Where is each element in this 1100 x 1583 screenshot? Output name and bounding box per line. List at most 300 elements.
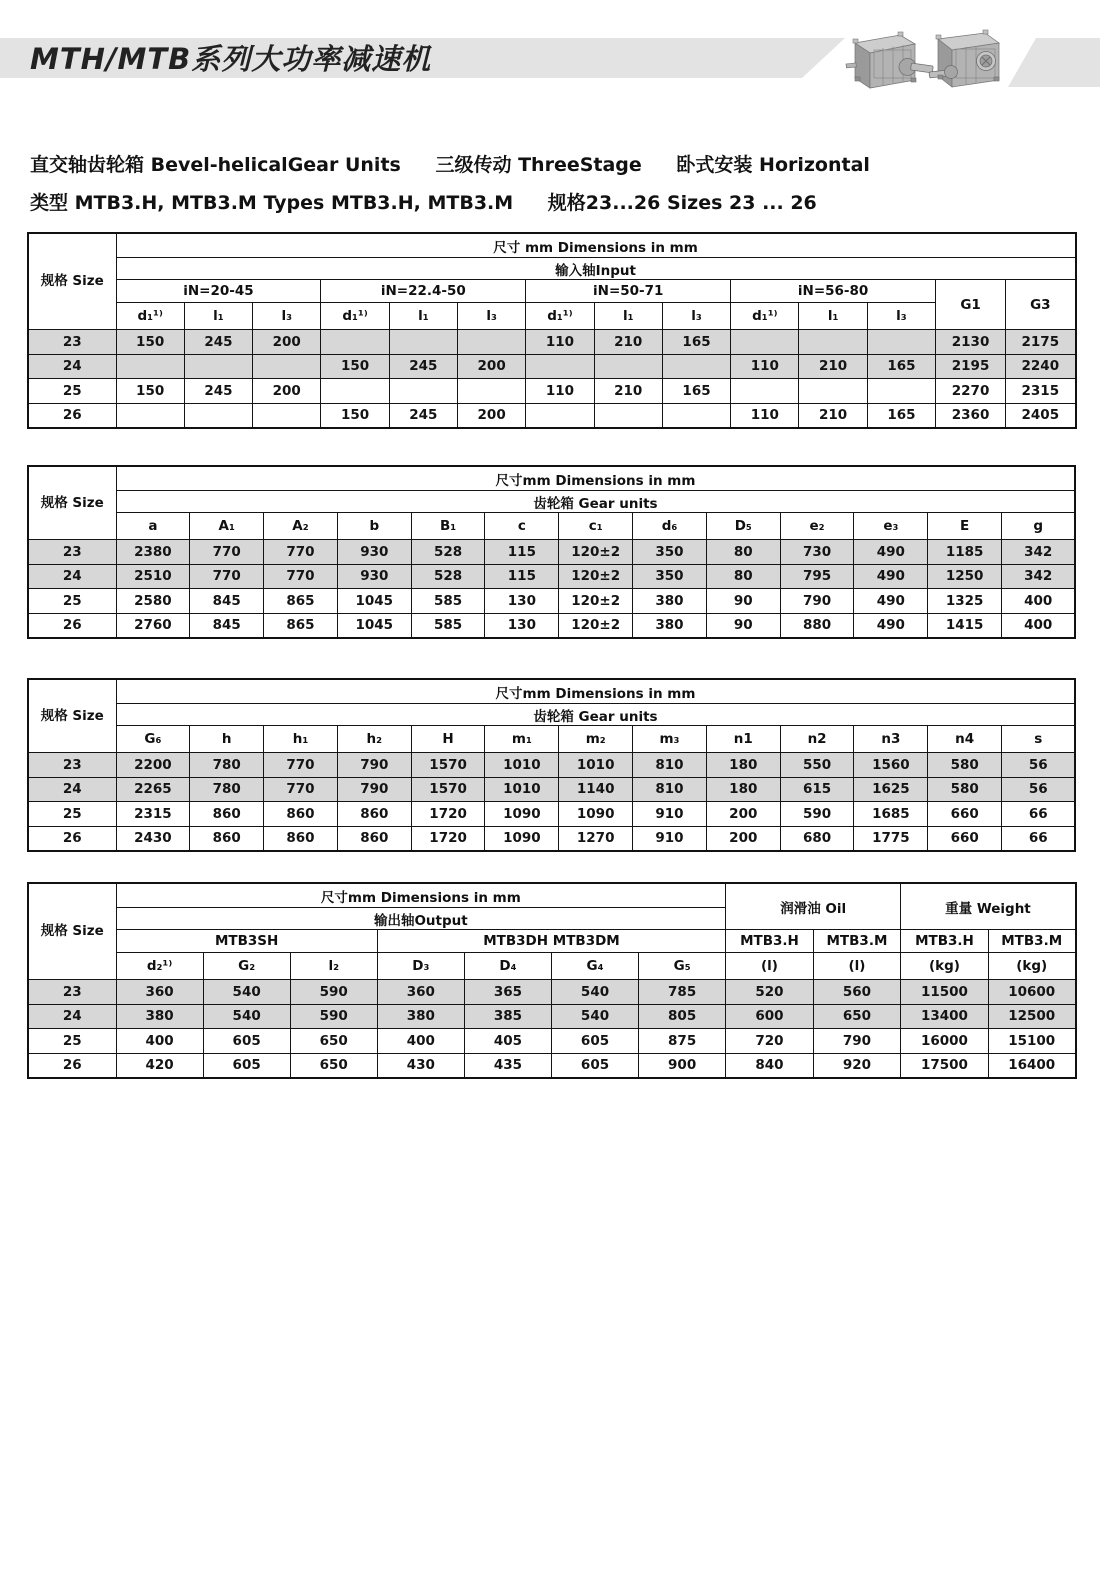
value-cell: 770 [264,777,338,802]
value-cell [389,330,457,355]
col-header: l₃ [662,303,730,330]
value-cell: 2760 [116,613,190,638]
input-dimensions-table [27,232,1077,429]
weight-header: 重量 Weight [901,883,1076,930]
value-cell [662,354,730,379]
size-cell: 26 [28,826,116,851]
col-header: g [1002,513,1076,540]
value-cell: 528 [411,564,485,589]
value-cell: 350 [633,540,707,565]
value-cell: 12500 [988,1004,1076,1029]
col-header: n2 [780,726,854,753]
value-cell: 600 [726,1004,814,1029]
value-cell: 528 [411,540,485,565]
value-cell [867,379,935,404]
value-cell: 56 [1002,777,1076,802]
col-header: l₁ [594,303,662,330]
value-cell [731,379,799,404]
value-cell: 210 [799,354,867,379]
intro-text [30,146,898,222]
table-row [28,777,1075,802]
group-header: iN=50-71 [526,280,731,303]
col-header: D₅ [706,513,780,540]
gearbox-image-2 [929,30,999,87]
group-header: MTB3SH [116,930,377,953]
value-cell: 13400 [901,1004,989,1029]
value-cell [594,403,662,428]
gearbox-image-1 [846,32,933,88]
output-table [27,882,1077,1079]
value-cell: 66 [1002,826,1076,851]
value-cell: 245 [389,354,457,379]
col-header: A₂ [264,513,338,540]
value-cell: 110 [526,330,594,355]
value-cell: 1325 [928,589,1002,614]
size-cell: 25 [28,1029,116,1054]
table-row [28,802,1075,827]
col-header: s [1002,726,1076,753]
value-cell: 10600 [988,980,1076,1005]
col-header: G3 [1006,280,1076,330]
value-cell: 540 [551,1004,638,1029]
value-cell: 1775 [854,826,928,851]
value-cell: 2240 [1006,354,1076,379]
col-header: d₁¹⁾ [321,303,389,330]
value-cell: 200 [457,403,525,428]
value-cell [184,354,252,379]
value-cell [799,330,867,355]
value-cell: 16400 [988,1053,1076,1078]
value-cell: 90 [706,589,780,614]
value-cell: 585 [411,589,485,614]
section-header: 齿轮箱 Gear units [116,491,1075,513]
col-header: A₁ [190,513,264,540]
value-cell: 2315 [116,802,190,827]
value-cell: 200 [457,354,525,379]
value-cell [799,379,867,404]
value-cell: 1140 [559,777,633,802]
value-cell: 490 [854,613,928,638]
size-cell: 25 [28,589,116,614]
value-cell: 810 [633,777,707,802]
value-cell: 1720 [411,802,485,827]
section-header: 输出轴Output [116,908,726,930]
value-cell: 435 [464,1053,551,1078]
value-cell: 910 [633,802,707,827]
value-cell: 520 [726,980,814,1005]
value-cell [253,403,321,428]
value-cell: 400 [377,1029,464,1054]
value-cell: 590 [780,802,854,827]
table-row [28,1053,1076,1078]
size-cell: 23 [28,540,116,565]
value-cell: 785 [639,980,726,1005]
intro-segment: 类型 MTB3.H, MTB3.M Types MTB3.H, MTB3.M [30,192,514,214]
table-row [28,354,1076,379]
value-cell: 550 [780,753,854,778]
variant-header: MTB3.M [813,930,901,953]
value-cell: 860 [337,826,411,851]
value-cell: 1090 [485,802,559,827]
value-cell: 165 [867,403,935,428]
value-cell: 380 [633,613,707,638]
unit-header: (kg) [901,953,989,980]
value-cell: 650 [813,1004,901,1029]
col-header: l₁ [389,303,457,330]
value-cell: 380 [377,1004,464,1029]
size-cell: 26 [28,1053,116,1078]
value-cell: 200 [253,379,321,404]
page-title: MTH/MTB系列大功率减速机 [30,42,432,76]
value-cell: 120±2 [559,540,633,565]
dimensions-header: 尺寸 mm Dimensions in mm [116,233,1076,258]
value-cell: 115 [485,540,559,565]
value-cell: 900 [639,1053,726,1078]
col-header: G₆ [116,726,190,753]
table-row [28,980,1076,1005]
size-cell: 25 [28,802,116,827]
value-cell: 110 [526,379,594,404]
table-row [28,1029,1076,1054]
value-cell: 15100 [988,1029,1076,1054]
value-cell: 1090 [485,826,559,851]
table-row [28,826,1075,851]
col-header: d₁¹⁾ [116,303,184,330]
value-cell: 770 [264,753,338,778]
col-header: n1 [706,726,780,753]
value-cell: 860 [337,802,411,827]
value-cell: 880 [780,613,854,638]
value-cell: 795 [780,564,854,589]
value-cell: 845 [190,589,264,614]
value-cell: 110 [731,403,799,428]
value-cell: 66 [1002,802,1076,827]
value-cell [457,379,525,404]
value-cell: 860 [264,826,338,851]
value-cell: 845 [190,613,264,638]
col-header: E [928,513,1002,540]
unit-header: (kg) [988,953,1076,980]
value-cell: 650 [290,1053,377,1078]
value-cell: 200 [706,826,780,851]
value-cell: 540 [203,1004,290,1029]
value-cell: 210 [594,379,662,404]
value-cell: 130 [485,589,559,614]
value-cell: 210 [799,403,867,428]
value-cell [116,354,184,379]
value-cell: 1685 [854,802,928,827]
value-cell: 540 [203,980,290,1005]
col-header: B₁ [411,513,485,540]
value-cell: 1570 [411,753,485,778]
value-cell: 400 [1002,589,1076,614]
value-cell: 2175 [1006,330,1076,355]
value-cell: 80 [706,540,780,565]
value-cell: 490 [854,540,928,565]
value-cell: 1415 [928,613,1002,638]
col-header: m₁ [485,726,559,753]
value-cell: 790 [780,589,854,614]
value-cell: 1090 [559,802,633,827]
value-cell: 790 [337,777,411,802]
table-row [28,564,1075,589]
value-cell: 560 [813,980,901,1005]
value-cell: 840 [726,1053,814,1078]
value-cell: 1625 [854,777,928,802]
value-cell: 1045 [337,589,411,614]
gear-units-table-2 [27,678,1076,852]
col-header: G1 [936,280,1006,330]
value-cell: 2360 [936,403,1006,428]
col-header: c₁ [559,513,633,540]
value-cell: 790 [813,1029,901,1054]
value-cell: 56 [1002,753,1076,778]
col-header: n4 [928,726,1002,753]
value-cell: 120±2 [559,589,633,614]
value-cell: 2580 [116,589,190,614]
intro-segment: 直交轴齿轮箱 Bevel-helicalGear Units [30,154,401,176]
value-cell: 165 [867,354,935,379]
col-header: l₁ [184,303,252,330]
value-cell: 580 [928,753,1002,778]
table-row [28,589,1075,614]
value-cell: 930 [337,564,411,589]
value-cell: 605 [203,1053,290,1078]
value-cell: 660 [928,802,1002,827]
value-cell: 910 [633,826,707,851]
col-header: h₂ [337,726,411,753]
value-cell: 860 [264,802,338,827]
gearbox-images [840,24,1010,106]
value-cell [867,330,935,355]
size-cell: 24 [28,1004,116,1029]
value-cell: 490 [854,589,928,614]
value-cell: 17500 [901,1053,989,1078]
value-cell: 430 [377,1053,464,1078]
col-header: G₂ [203,953,290,980]
table-row [28,403,1076,428]
value-cell: 365 [464,980,551,1005]
intro-segment: 三级传动 ThreeStage [435,154,642,176]
value-cell: 920 [813,1053,901,1078]
size-column-header: 规格 Size [28,466,116,540]
variant-header: MTB3.M [988,930,1076,953]
intro-line-2 [30,184,898,222]
value-cell: 245 [184,330,252,355]
col-header: D₃ [377,953,464,980]
col-header: G₄ [551,953,638,980]
value-cell: 150 [321,403,389,428]
table-row [28,753,1075,778]
value-cell: 2405 [1006,403,1076,428]
value-cell: 210 [594,330,662,355]
value-cell: 2265 [116,777,190,802]
size-cell: 24 [28,564,116,589]
value-cell [457,330,525,355]
value-cell: 180 [706,753,780,778]
value-cell: 860 [190,826,264,851]
value-cell: 770 [264,540,338,565]
section-header: 输入轴Input [116,258,1076,280]
size-cell: 23 [28,980,116,1005]
variant-header: MTB3.H [726,930,814,953]
col-header: h₁ [264,726,338,753]
value-cell [116,403,184,428]
dimensions-header: 尺寸mm Dimensions in mm [116,679,1075,704]
value-cell: 770 [190,540,264,565]
value-cell [594,354,662,379]
value-cell [389,379,457,404]
value-cell: 2430 [116,826,190,851]
value-cell: 1560 [854,753,928,778]
value-cell: 930 [337,540,411,565]
value-cell: 660 [928,826,1002,851]
group-header: MTB3DH MTB3DM [377,930,725,953]
section-header: 齿轮箱 Gear units [116,704,1075,726]
value-cell: 1010 [559,753,633,778]
value-cell: 1720 [411,826,485,851]
col-header: m₃ [633,726,707,753]
value-cell: 380 [116,1004,203,1029]
value-cell: 245 [184,379,252,404]
value-cell: 1185 [928,540,1002,565]
value-cell: 590 [290,980,377,1005]
col-header: h [190,726,264,753]
col-header: m₂ [559,726,633,753]
value-cell: 2270 [936,379,1006,404]
col-header: d₁¹⁾ [731,303,799,330]
value-cell: 730 [780,540,854,565]
value-cell: 780 [190,753,264,778]
size-cell: 26 [28,613,116,638]
value-cell: 180 [706,777,780,802]
value-cell: 2130 [936,330,1006,355]
col-header: b [337,513,411,540]
value-cell: 865 [264,589,338,614]
value-cell: 1010 [485,777,559,802]
value-cell: 120±2 [559,613,633,638]
value-cell: 790 [337,753,411,778]
value-cell: 1045 [337,613,411,638]
gear-units-table-1 [27,465,1076,639]
value-cell [526,354,594,379]
value-cell: 865 [264,613,338,638]
value-cell: 605 [551,1029,638,1054]
value-cell: 11500 [901,980,989,1005]
col-header: d₁¹⁾ [526,303,594,330]
value-cell: 680 [780,826,854,851]
value-cell: 590 [290,1004,377,1029]
variant-header: MTB3.H [901,930,989,953]
value-cell: 615 [780,777,854,802]
size-cell: 24 [28,777,116,802]
col-header: l₁ [799,303,867,330]
value-cell: 360 [377,980,464,1005]
value-cell: 810 [633,753,707,778]
value-cell: 380 [633,589,707,614]
value-cell: 165 [662,379,730,404]
value-cell [184,403,252,428]
table-row [28,613,1075,638]
value-cell: 875 [639,1029,726,1054]
value-cell: 110 [731,354,799,379]
value-cell: 405 [464,1029,551,1054]
value-cell: 580 [928,777,1002,802]
col-header: n3 [854,726,928,753]
col-header: e₃ [854,513,928,540]
col-header: c [485,513,559,540]
value-cell [321,379,389,404]
col-header: H [411,726,485,753]
value-cell: 342 [1002,564,1076,589]
value-cell: 1570 [411,777,485,802]
size-cell: 23 [28,330,116,355]
value-cell: 540 [551,980,638,1005]
table-row [28,540,1075,565]
intro-segment: 规格23...26 Sizes 23 ... 26 [547,192,817,214]
value-cell [253,354,321,379]
dimensions-header: 尺寸mm Dimensions in mm [116,883,726,908]
value-cell: 2200 [116,753,190,778]
value-cell: 400 [1002,613,1076,638]
value-cell: 1270 [559,826,633,851]
table-row [28,379,1076,404]
value-cell: 130 [485,613,559,638]
col-header: D₄ [464,953,551,980]
value-cell: 245 [389,403,457,428]
col-header: d₂¹⁾ [116,953,203,980]
col-header: l₃ [253,303,321,330]
value-cell: 2195 [936,354,1006,379]
value-cell: 150 [321,354,389,379]
value-cell: 342 [1002,540,1076,565]
value-cell: 90 [706,613,780,638]
value-cell: 200 [706,802,780,827]
value-cell [321,330,389,355]
value-cell: 770 [190,564,264,589]
col-header: l₃ [867,303,935,330]
unit-header: (l) [813,953,901,980]
col-header: a [116,513,190,540]
col-header: d₆ [633,513,707,540]
value-cell: 150 [116,330,184,355]
value-cell: 605 [203,1029,290,1054]
size-column-header: 规格 Size [28,233,116,330]
size-cell: 26 [28,403,116,428]
value-cell: 2315 [1006,379,1076,404]
value-cell: 115 [485,564,559,589]
group-header: iN=20-45 [116,280,321,303]
size-cell: 25 [28,379,116,404]
value-cell [526,403,594,428]
value-cell: 780 [190,777,264,802]
value-cell: 200 [253,330,321,355]
value-cell: 605 [551,1053,638,1078]
value-cell: 150 [116,379,184,404]
group-header: iN=22.4-50 [321,280,526,303]
intro-segment: 卧式安装 Horizontal [676,154,870,176]
oil-header: 润滑油 Oil [726,883,901,930]
col-header: G₅ [639,953,726,980]
value-cell: 650 [290,1029,377,1054]
col-header: e₂ [780,513,854,540]
intro-line-1 [30,146,898,184]
table-row [28,330,1076,355]
value-cell: 1250 [928,564,1002,589]
value-cell: 165 [662,330,730,355]
value-cell: 2380 [116,540,190,565]
size-column-header: 规格 Size [28,883,116,980]
